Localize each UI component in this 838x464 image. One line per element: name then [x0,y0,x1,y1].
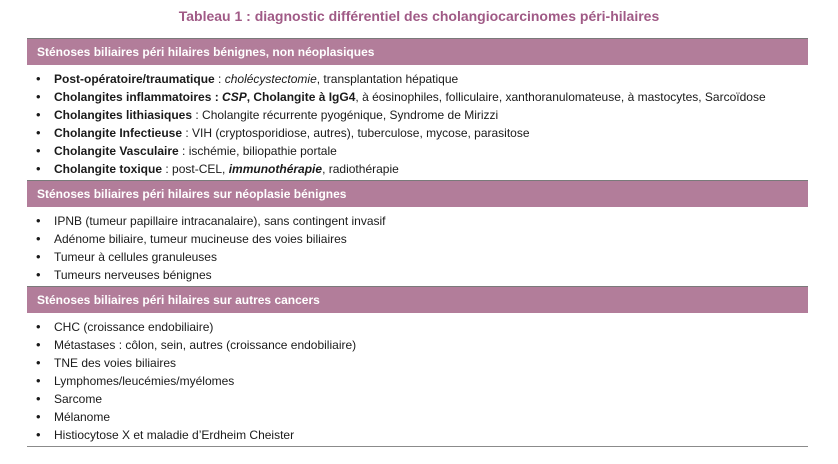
list-item [27,160,808,178]
section-header-other-cancers: Sténoses biliaires péri hilaires sur autres cancers [27,286,808,313]
section-header-benign-non-neoplastic: Sténoses biliaires péri hilaires bénignes, non néoplasiques [27,38,808,65]
item-term: Cholangites inflammatoires : [54,90,223,104]
item-separator: : [214,72,225,86]
item-text-end: , radiothérapie [322,162,399,176]
list-item: • TNE des voies biliaires [27,354,808,372]
list-item [27,106,808,124]
item-text: , à éosinophiles, folliculaire, xanthoranulomateuse, à mastocytes, Sarcoïdose [355,90,766,104]
list-item: • Histiocytose X et maladie d’Erdheim Cheister [27,426,808,444]
item-text: , transplantation hépatique [316,72,459,86]
item-text: post-CEL, [172,162,229,176]
list-item [27,70,808,88]
list-item: • Sarcome [27,390,808,408]
item-text: ischémie, biliopathie portale [188,144,337,158]
item-bold-italic-text: immunothérapie [228,162,323,176]
item-bold-italic-text: CSP [222,90,247,104]
item-separator: : [182,126,193,140]
list-item: • Adénome biliaire, tumeur mucineuse des voies biliaires [27,230,808,248]
list-item [27,142,808,160]
list-item: • CHC (croissance endobiliaire) [27,318,808,336]
differential-diagnosis-table [27,38,808,447]
list-item: • IPNB (tumeur papillaire intracanalaire), sans contingent invasif [27,212,808,230]
item-term: Cholangite toxique [54,162,162,176]
section-header-benign-neoplasia: Sténoses biliaires péri hilaires sur néoplasie bénignes [27,180,808,207]
list-item [27,88,808,106]
item-term-secondary: , Cholangite à IgG4 [246,90,356,104]
item-term: Cholangites lithiasiques [54,108,193,122]
list-item: • Tumeurs nerveuses bénignes [27,266,808,284]
list-item: • Tumeur à cellules granuleuses [27,248,808,266]
item-separator: : [178,144,189,158]
item-separator: : [192,108,203,122]
section-list-benign-neoplasia [27,207,808,286]
list-item: • Métastases : côlon, sein, autres (croissance endobiliaire) [27,336,808,354]
list-item: • Lymphomes/leucémies/myélomes [27,372,808,390]
item-term: Post-opératoire/traumatique [54,72,215,86]
item-term: Cholangite Infectieuse [54,126,183,140]
list-item [27,124,808,142]
item-separator: : [162,162,173,176]
section-list-other-cancers [27,313,808,446]
item-italic-text: cholécystectomie [224,72,317,86]
item-text: Cholangite récurrente pyogénique, Syndrome de Mirizzi [202,108,499,122]
list-item: • Mélanome [27,408,808,426]
table-title: Tableau 1 : diagnostic différentiel des cholangiocarcinomes péri-hilaires [178,8,660,24]
item-text: VIH (cryptosporidiose, autres), tuberculose, mycose, parasitose [192,126,530,140]
section-list-benign-non-neoplastic [27,65,808,180]
item-term: Cholangite Vasculaire [54,144,179,158]
